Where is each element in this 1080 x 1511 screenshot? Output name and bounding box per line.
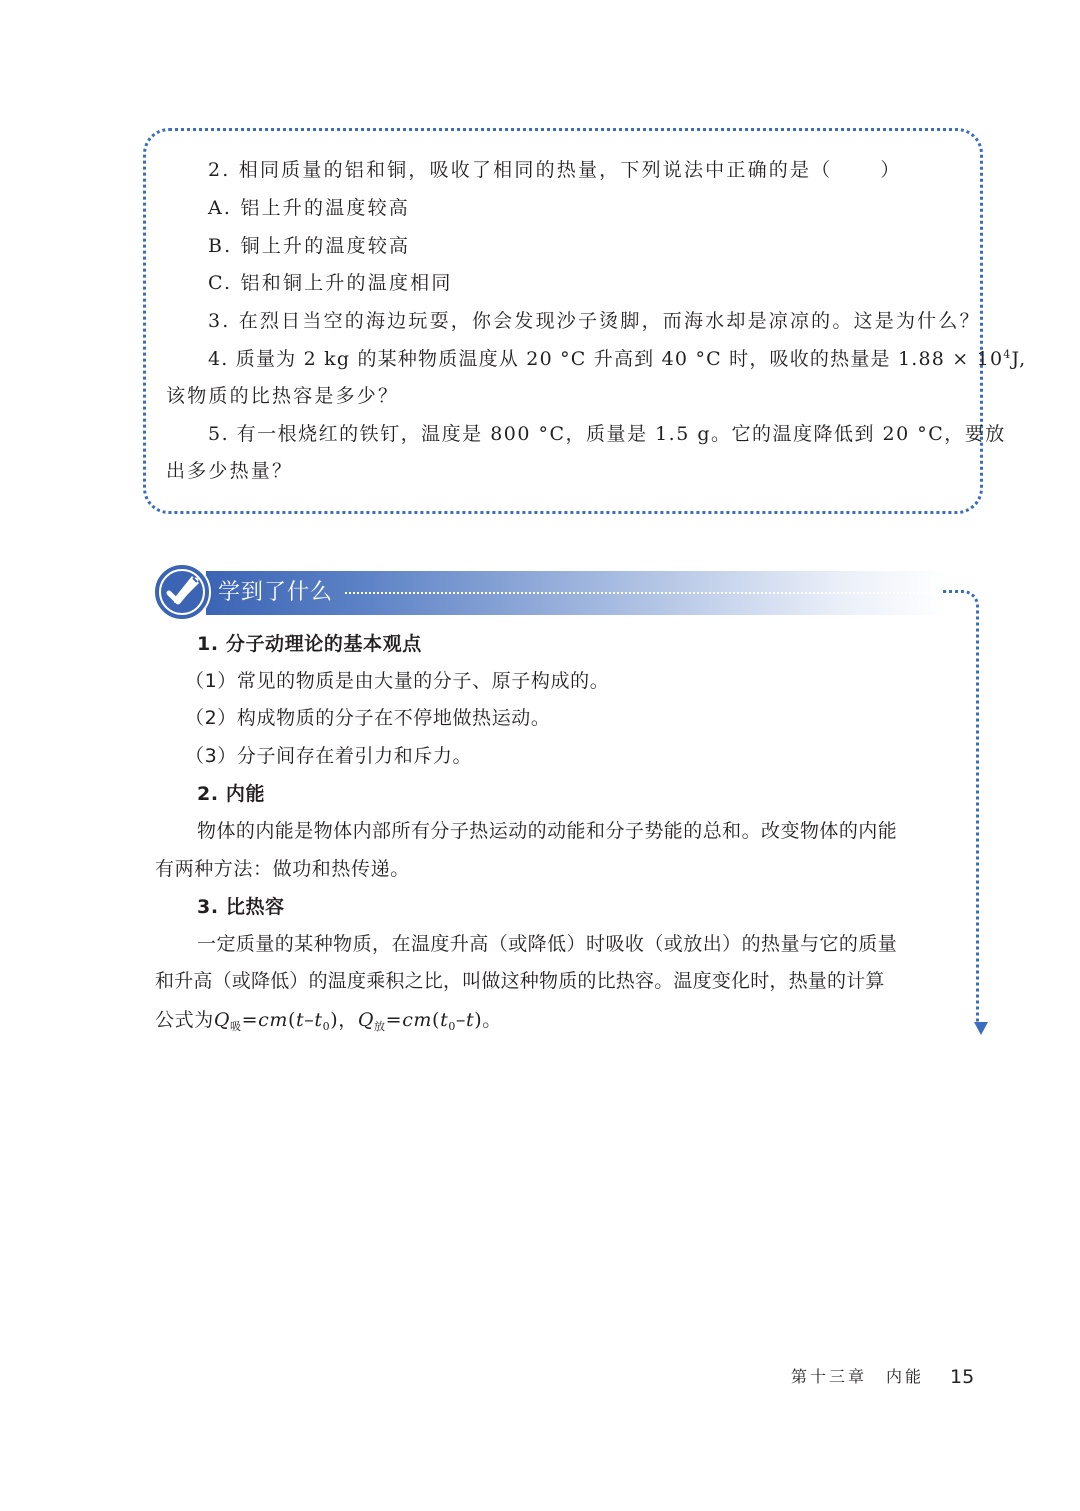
q3-text: 3. 在烈日当空的海边玩耍，你会发现沙子烫脚，而海水却是凉凉的。这是为什么？ bbox=[208, 310, 981, 332]
flow-arrow-line bbox=[943, 590, 979, 1022]
q2-option-a: A. 铝上升的温度较高 bbox=[208, 197, 411, 219]
q4-line1: 4. 质量为 2 kg 的某种物质温度从 20 °C 升高到 40 °C 时，吸收的热量是 $1.88 \times 10^4J$, bbox=[208, 348, 1027, 370]
q5-line2: 出多少热量？ bbox=[166, 460, 294, 482]
point2-line2: 有两种方法：做功和热传递。 bbox=[155, 858, 410, 880]
q2-option-c: C. 铝和铜上升的温度相同 bbox=[208, 272, 453, 294]
specific-heat-formula: 公式为$Q_吸=cm(t-t_0)$，$Q_放=cm(t_0-t)$。 bbox=[155, 1009, 502, 1033]
q4-line2: 该物质的比热容是多少？ bbox=[166, 385, 400, 407]
summary-title: 学到了什么 bbox=[218, 580, 334, 605]
point1-item-1: （1）常见的物质是由大量的分子、原子构成的。 bbox=[185, 670, 610, 692]
q2-option-b: B. 铜上升的温度较高 bbox=[208, 235, 411, 257]
page-number: 15 bbox=[950, 1366, 975, 1388]
point3-heading: 3. 比热容 bbox=[197, 896, 285, 918]
point3-line2: 和升高（或降低）的温度乘积之比，叫做这种物质的比热容。温度变化时，热量的计算 bbox=[155, 970, 885, 992]
point1-heading: 1. 分子动理论的基本观点 bbox=[197, 633, 422, 655]
q2-stem: 2. 相同质量的铝和铜，吸收了相同的热量，下列说法中正确的是（ ） bbox=[208, 159, 902, 181]
pencil-check-icon bbox=[152, 562, 212, 622]
point2-heading: 2. 内能 bbox=[197, 783, 266, 805]
footer-chapter-title: 第十三章 内能 bbox=[791, 1367, 925, 1386]
q5-line1: 5. 有一根烧红的铁钉，温度是 800 °C，质量是 1.5 g。它的温度降低到 20 °C，要放 bbox=[208, 423, 1006, 445]
banner-dotted-line bbox=[345, 592, 935, 594]
point2-line1: 物体的内能是物体内部所有分子热运动的动能和分子势能的总和。改变物体的内能 bbox=[197, 820, 898, 842]
point3-line1: 一定质量的某种物质，在温度升高（或降低）时吸收（或放出）的热量与它的质量 bbox=[197, 933, 898, 955]
arrow-down-icon bbox=[974, 1022, 988, 1035]
point1-item-3: （3）分子间存在着引力和斥力。 bbox=[185, 745, 473, 767]
point1-item-2: （2）构成物质的分子在不停地做热运动。 bbox=[185, 707, 551, 729]
